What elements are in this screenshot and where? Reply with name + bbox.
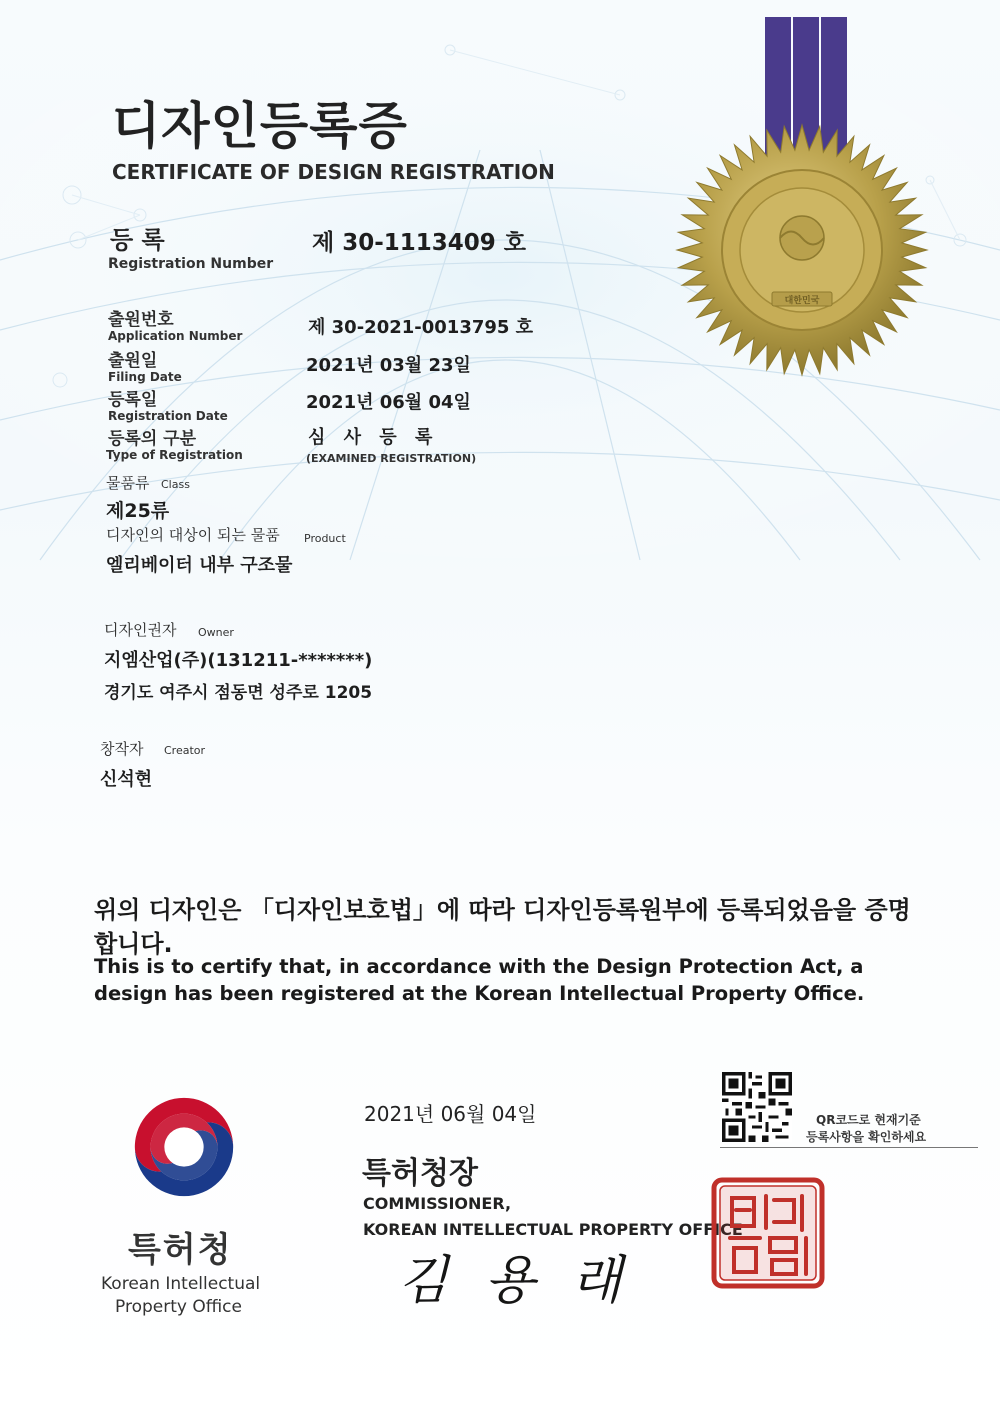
registration-label: 등 록 — [110, 226, 165, 254]
qr-note-line2: 등록사항을 확인하세요 — [806, 1130, 927, 1144]
qr-note-line1: QR코드로 현재기준 — [816, 1113, 921, 1127]
application-label-en: Application Number — [108, 329, 243, 343]
application-number: 제 30-2021-0013795 호 — [308, 317, 534, 338]
registration-label-en: Registration Number — [108, 256, 274, 272]
product-label: 디자인의 대상이 되는 물품 — [106, 526, 280, 544]
qr-code-icon[interactable] — [720, 1072, 794, 1142]
owner-label: 디자인권자 — [104, 621, 177, 639]
product-value: 엘리베이터 내부 구조물 — [106, 555, 293, 576]
registration-number: 제 30-1113409 호 — [312, 230, 527, 256]
footer-divider — [720, 1147, 978, 1148]
certification-statement-ko: 위의 디자인은 「디자인보호법」에 따라 디자인등록원부에 등록되었음을 증명합니다. — [94, 896, 911, 958]
registration-type: 심 사 등 록 — [308, 427, 439, 448]
class-label-en: Class — [161, 478, 190, 491]
office-logo-ko: 특허청 — [128, 1230, 233, 1270]
type-label-en: Type of Registration — [106, 448, 243, 462]
certification-statement-en: This is to certify that, in accordance with the Design Protection Act, a design has been registered at the Korean Intellectual Property Office. — [94, 955, 865, 1005]
type-label: 등록의 구분 — [108, 429, 197, 449]
filing-date: 2021년 03월 23일 — [306, 355, 471, 376]
class-value: 제25류 — [106, 500, 170, 522]
application-label: 출원번호 — [108, 310, 174, 330]
registration-date-label: 등록일 — [108, 390, 158, 410]
creator-label: 창작자 — [100, 740, 144, 758]
issue-date: 2021년 06월 04일 — [364, 1102, 537, 1126]
registration-type-en: (EXAMINED REGISTRATION) — [306, 452, 477, 465]
class-label: 물품류 — [106, 474, 150, 492]
registration-date: 2021년 06월 04일 — [306, 392, 471, 413]
office-logo-en-line2: Property Office — [115, 1297, 242, 1317]
seal-text: 대한민국 — [784, 296, 820, 306]
owner-label-en: Owner — [198, 626, 234, 639]
creator-name: 신석현 — [100, 769, 153, 790]
creator-label-en: Creator — [164, 744, 206, 757]
commissioner-title-en-line1: COMMISSIONER, — [363, 1194, 512, 1213]
kipo-logo-icon — [125, 1088, 243, 1206]
commissioner-signature: 김 용 래 — [398, 1251, 632, 1311]
product-label-en: Product — [304, 532, 346, 545]
owner-address: 경기도 여주시 점동면 성주로 1205 — [104, 683, 373, 703]
commissioner-title-en-line2: KOREAN INTELLECTUAL PROPERTY OFFICE — [363, 1220, 743, 1239]
commissioner-title-ko: 특허청장 — [362, 1156, 478, 1191]
registration-date-label-en: Registration Date — [108, 409, 228, 423]
filing-date-label: 출원일 — [108, 351, 158, 371]
office-logo-en-line1: Korean Intellectual — [101, 1274, 261, 1294]
page-title: 디자인등록증 — [112, 97, 408, 155]
owner-name: 지엠산업(주)(131211-*******) — [104, 650, 373, 671]
page-subtitle: CERTIFICATE OF DESIGN REGISTRATION — [112, 160, 555, 184]
gold-seal-icon — [672, 120, 932, 380]
official-stamp-icon — [710, 1176, 826, 1290]
filing-date-label-en: Filing Date — [108, 370, 182, 384]
